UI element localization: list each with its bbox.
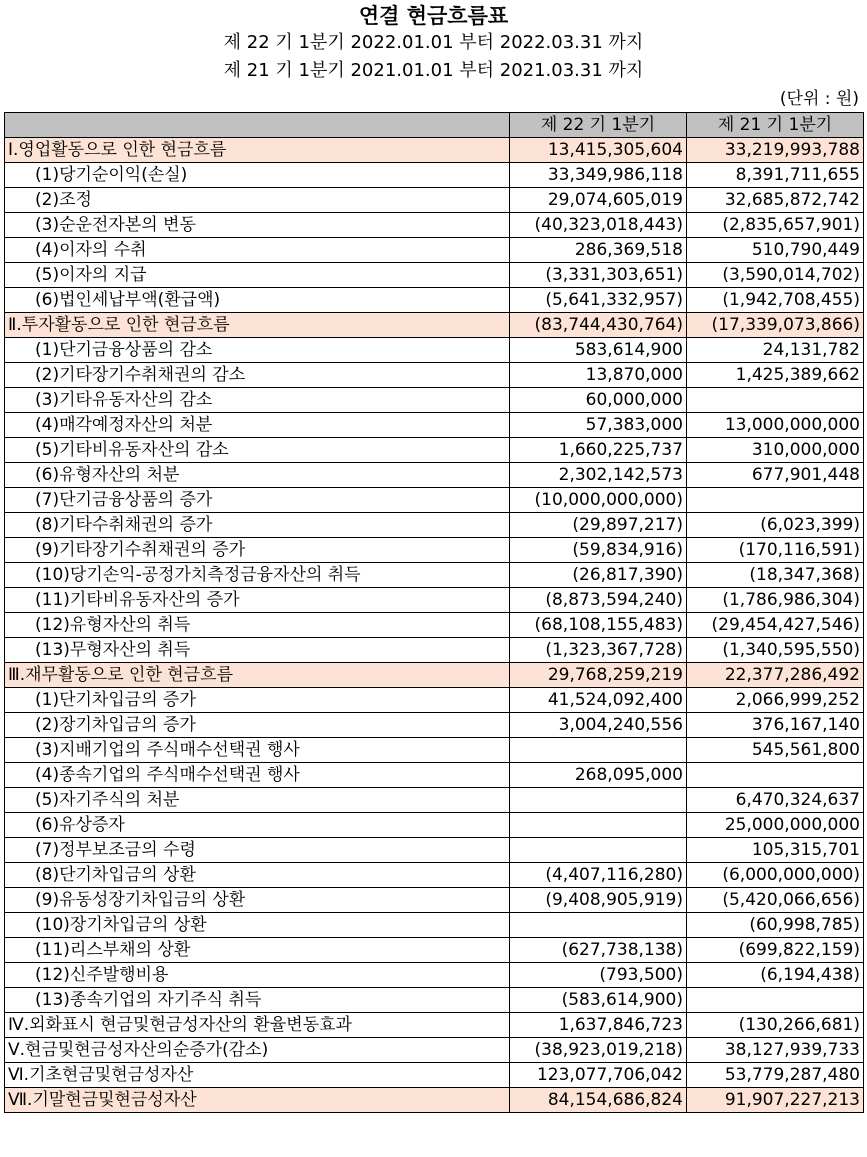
value-current-period: 13,870,000: [510, 363, 687, 388]
value-previous-period: 2,066,999,252: [687, 688, 864, 713]
value-current-period: (40,323,018,443): [510, 213, 687, 238]
value-previous-period: (1,942,708,455): [687, 288, 864, 313]
unit-label: (단위 : 원): [779, 89, 859, 109]
value-current-period: (3,331,303,651): [510, 263, 687, 288]
row-label: (5)기타비유동자산의 감소: [5, 438, 510, 463]
value-current-period: (583,614,900): [510, 988, 687, 1013]
table-row: [5, 488, 864, 513]
row-label: (2)장기차입금의 증가: [5, 713, 510, 738]
row-label: (13)무형자산의 취득: [5, 638, 510, 663]
table-row: [5, 213, 864, 238]
value-previous-period: (1,786,986,304): [687, 588, 864, 613]
value-previous-period: 376,167,140: [687, 713, 864, 738]
table-row: [5, 1063, 864, 1088]
value-current-period: 33,349,986,118: [510, 163, 687, 188]
row-label: (1)당기순이익(손실): [5, 163, 510, 188]
table-row: [5, 238, 864, 263]
value-current-period: 1,637,846,723: [510, 1013, 687, 1038]
table-row: [5, 988, 864, 1013]
row-label: (12)신주발행비용: [5, 963, 510, 988]
value-previous-period: 105,315,701: [687, 838, 864, 863]
value-previous-period: 32,685,872,742: [687, 188, 864, 213]
value-previous-period: 91,907,227,213: [687, 1088, 864, 1113]
value-current-period: 3,004,240,556: [510, 713, 687, 738]
row-label: (9)유동성장기차입금의 상환: [5, 888, 510, 913]
row-label: Ⅲ.재무활동으로 인한 현금흐름: [5, 663, 510, 688]
row-label: (3)지배기업의 주식매수선택권 행사: [5, 738, 510, 763]
value-current-period: [510, 813, 687, 838]
table-row: [5, 1088, 864, 1113]
value-previous-period: (170,116,591): [687, 538, 864, 563]
value-previous-period: 510,790,449: [687, 238, 864, 263]
value-current-period: (9,408,905,919): [510, 888, 687, 913]
header-current-period: 제 22 기 1분기: [510, 113, 687, 138]
value-previous-period: 24,131,782: [687, 338, 864, 363]
table-row: [5, 563, 864, 588]
value-current-period: 84,154,686,824: [510, 1088, 687, 1113]
row-label: (5)이자의 지급: [5, 263, 510, 288]
value-current-period: (10,000,000,000): [510, 488, 687, 513]
table-row: [5, 538, 864, 563]
table-row: [5, 638, 864, 663]
row-label: (10)장기차입금의 상환: [5, 913, 510, 938]
value-current-period: 29,074,605,019: [510, 188, 687, 213]
value-previous-period: (60,998,785): [687, 913, 864, 938]
table-row: [5, 438, 864, 463]
value-current-period: (793,500): [510, 963, 687, 988]
value-current-period: (68,108,155,483): [510, 613, 687, 638]
table-row: [5, 188, 864, 213]
table-row: [5, 338, 864, 363]
value-current-period: (627,738,138): [510, 938, 687, 963]
row-label: (8)단기차입금의 상환: [5, 863, 510, 888]
table-row: [5, 788, 864, 813]
value-previous-period: (3,590,014,702): [687, 263, 864, 288]
row-label: (7)단기금융상품의 증가: [5, 488, 510, 513]
value-previous-period: (6,194,438): [687, 963, 864, 988]
value-current-period: (4,407,116,280): [510, 863, 687, 888]
row-label: Ⅴ.현금및현금성자산의순증가(감소): [5, 1038, 510, 1063]
value-current-period: 57,383,000: [510, 413, 687, 438]
value-previous-period: (2,835,657,901): [687, 213, 864, 238]
value-previous-period: 310,000,000: [687, 438, 864, 463]
table-row: [5, 363, 864, 388]
row-label: (1)단기차입금의 증가: [5, 688, 510, 713]
value-previous-period: 1,425,389,662: [687, 363, 864, 388]
value-current-period: (29,897,217): [510, 513, 687, 538]
table-row: [5, 663, 864, 688]
table-row: [5, 613, 864, 638]
value-current-period: 60,000,000: [510, 388, 687, 413]
table-row: [5, 288, 864, 313]
table-row: [5, 163, 864, 188]
value-current-period: (38,923,019,218): [510, 1038, 687, 1063]
row-label: (11)기타비유동자산의 증가: [5, 588, 510, 613]
table-row: [5, 863, 864, 888]
table-row: [5, 138, 864, 163]
row-label: (2)기타장기수취채권의 감소: [5, 363, 510, 388]
table-row: [5, 263, 864, 288]
row-label: (7)정부보조금의 수령: [5, 838, 510, 863]
value-previous-period: 8,391,711,655: [687, 163, 864, 188]
table-row: [5, 313, 864, 338]
table-row: [5, 913, 864, 938]
value-previous-period: (5,420,066,656): [687, 888, 864, 913]
value-current-period: [510, 838, 687, 863]
table-row: [5, 413, 864, 438]
header-blank: [5, 113, 510, 138]
value-current-period: 29,768,259,219: [510, 663, 687, 688]
row-label: Ⅳ.외화표시 현금및현금성자산의 환율변동효과: [5, 1013, 510, 1038]
table-row: [5, 388, 864, 413]
row-label: (6)유형자산의 처분: [5, 463, 510, 488]
value-current-period: (26,817,390): [510, 563, 687, 588]
value-previous-period: (699,822,159): [687, 938, 864, 963]
table-row: [5, 938, 864, 963]
table-row: [5, 838, 864, 863]
table-row: [5, 813, 864, 838]
row-label: (4)이자의 수취: [5, 238, 510, 263]
value-current-period: 13,415,305,604: [510, 138, 687, 163]
table-row: [5, 963, 864, 988]
row-label: (9)기타장기수취채권의 증가: [5, 538, 510, 563]
table-body: [5, 138, 864, 1113]
row-label: Ⅰ.영업활동으로 인한 현금흐름: [5, 138, 510, 163]
table-row: [5, 1038, 864, 1063]
row-label: (6)법인세납부액(환급액): [5, 288, 510, 313]
row-label: Ⅱ.투자활동으로 인한 현금흐름: [5, 313, 510, 338]
value-previous-period: [687, 763, 864, 788]
value-previous-period: [687, 488, 864, 513]
value-previous-period: 677,901,448: [687, 463, 864, 488]
table-row: [5, 463, 864, 488]
value-previous-period: 38,127,939,733: [687, 1038, 864, 1063]
row-label: (13)종속기업의 자기주식 취득: [5, 988, 510, 1013]
row-label: (1)단기금융상품의 감소: [5, 338, 510, 363]
period-current: 제 22 기 1분기 2022.01.01 부터 2022.03.31 까지: [223, 32, 644, 53]
value-current-period: (59,834,916): [510, 538, 687, 563]
table-row: [5, 1013, 864, 1038]
table-header-row: [5, 113, 864, 138]
row-label: Ⅶ.기말현금및현금성자산: [5, 1088, 510, 1113]
table-row: [5, 513, 864, 538]
row-label: (5)자기주식의 처분: [5, 788, 510, 813]
value-current-period: [510, 738, 687, 763]
value-previous-period: (17,339,073,866): [687, 313, 864, 338]
value-current-period: 123,077,706,042: [510, 1063, 687, 1088]
value-previous-period: 53,779,287,480: [687, 1063, 864, 1088]
table-row: [5, 738, 864, 763]
value-previous-period: (1,340,595,550): [687, 638, 864, 663]
table-row: [5, 888, 864, 913]
value-current-period: 286,369,518: [510, 238, 687, 263]
table-row: [5, 588, 864, 613]
row-label: (4)종속기업의 주식매수선택권 행사: [5, 763, 510, 788]
row-label: (3)순운전자본의 변동: [5, 213, 510, 238]
value-previous-period: [687, 388, 864, 413]
table-row: [5, 713, 864, 738]
row-label: (8)기타수취채권의 증가: [5, 513, 510, 538]
value-previous-period: [687, 988, 864, 1013]
value-current-period: (83,744,430,764): [510, 313, 687, 338]
value-previous-period: 25,000,000,000: [687, 813, 864, 838]
row-label: (10)당기손익-공정가치측정금융자산의 취득: [5, 563, 510, 588]
value-previous-period: (6,000,000,000): [687, 863, 864, 888]
period-previous: 제 21 기 1분기 2021.01.01 부터 2021.03.31 까지: [223, 60, 644, 81]
value-previous-period: 6,470,324,637: [687, 788, 864, 813]
value-previous-period: (18,347,368): [687, 563, 864, 588]
value-current-period: [510, 913, 687, 938]
statement-title: 연결 현금흐름표: [358, 4, 509, 28]
row-label: (3)기타유동자산의 감소: [5, 388, 510, 413]
cash-flow-table: [4, 112, 864, 1113]
row-label: (4)매각예정자산의 처분: [5, 413, 510, 438]
row-label: (11)리스부채의 상환: [5, 938, 510, 963]
value-previous-period: 545,561,800: [687, 738, 864, 763]
row-label: (12)유형자산의 취득: [5, 613, 510, 638]
value-current-period: 1,660,225,737: [510, 438, 687, 463]
value-previous-period: (6,023,399): [687, 513, 864, 538]
value-current-period: 583,614,900: [510, 338, 687, 363]
value-current-period: 2,302,142,573: [510, 463, 687, 488]
table-row: [5, 688, 864, 713]
value-previous-period: 22,377,286,492: [687, 663, 864, 688]
value-current-period: (1,323,367,728): [510, 638, 687, 663]
value-current-period: 268,095,000: [510, 763, 687, 788]
row-label: (2)조정: [5, 188, 510, 213]
table-row: [5, 763, 864, 788]
value-previous-period: (29,454,427,546): [687, 613, 864, 638]
value-previous-period: 33,219,993,788: [687, 138, 864, 163]
value-current-period: 41,524,092,400: [510, 688, 687, 713]
header-previous-period: 제 21 기 1분기: [687, 113, 864, 138]
row-label: (6)유상증자: [5, 813, 510, 838]
value-current-period: (5,641,332,957): [510, 288, 687, 313]
value-previous-period: 13,000,000,000: [687, 413, 864, 438]
value-previous-period: (130,266,681): [687, 1013, 864, 1038]
value-current-period: [510, 788, 687, 813]
value-current-period: (8,873,594,240): [510, 588, 687, 613]
row-label: Ⅵ.기초현금및현금성자산: [5, 1063, 510, 1088]
